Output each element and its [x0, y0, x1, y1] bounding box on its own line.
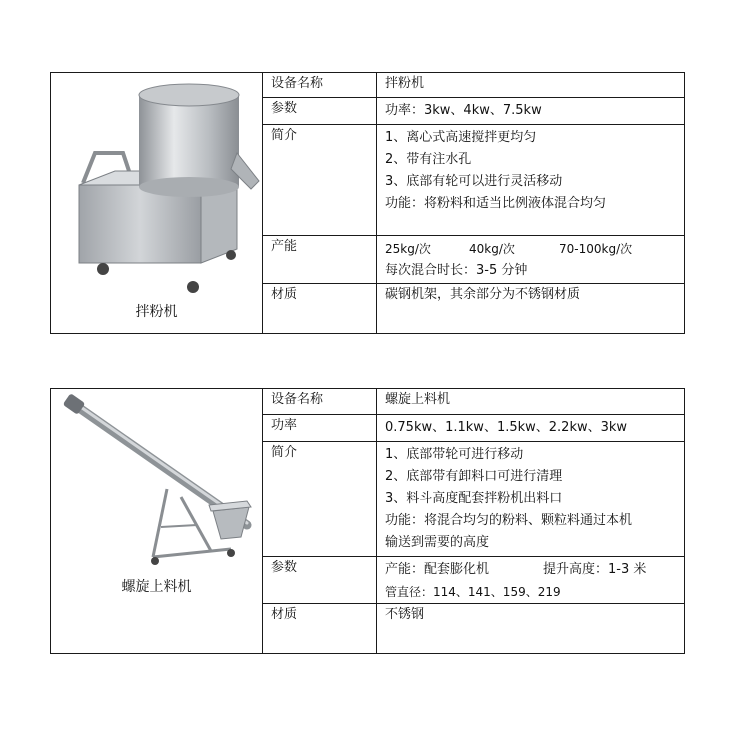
- value-device-name: 螺旋上料机: [377, 389, 685, 415]
- label-power: 功率: [263, 415, 377, 442]
- intro-line: 功能：将混合均匀的粉料、颗粒料通过本机: [385, 513, 633, 528]
- label-device-name: 设备名称: [263, 73, 377, 98]
- value-intro: [377, 125, 685, 236]
- label-params: 参数: [263, 557, 377, 604]
- pipe-diameter-text: 管直径：114、141、159、219: [385, 585, 561, 599]
- capacity-option: 70-100kg/次: [559, 242, 633, 256]
- capacity-option: 25kg/次: [385, 242, 431, 256]
- value-material: 碳钢机架，其余部分为不锈钢材质: [377, 284, 685, 334]
- mixer-image-cell: [51, 73, 263, 334]
- capacity-option: 40kg/次: [469, 242, 515, 256]
- value-intro: [377, 442, 685, 557]
- intro-line: 功能：将粉料和适当比例液体混合均匀: [385, 196, 607, 211]
- label-material: 材质: [263, 604, 377, 654]
- mixer-caption: 拌粉机: [135, 304, 178, 320]
- value-params: [377, 98, 685, 125]
- powder-mixer-image: [51, 73, 263, 298]
- label-material: 材质: [263, 284, 377, 334]
- value-device-name: 拌粉机: [377, 73, 685, 98]
- intro-line: 2、带有注水孔: [385, 152, 472, 167]
- intro-line: 3、底部有轮可以进行灵活移动: [385, 174, 563, 189]
- value-material: 不锈钢: [377, 604, 685, 654]
- params-line: [385, 559, 684, 581]
- power-line: 功率：3kw、4kw、7.5kw: [385, 103, 542, 118]
- intro-line: 1、离心式高速搅拌更均匀: [385, 130, 537, 145]
- feeder-caption: 螺旋上料机: [121, 579, 192, 595]
- label-params: 参数: [263, 98, 377, 125]
- value-capacity: [377, 236, 685, 284]
- capacity-options: [385, 238, 684, 260]
- mixer-spec-table: [50, 72, 685, 334]
- capacity-text: 产能：配套膨化机: [385, 562, 490, 577]
- intro-line: 3、料斗高度配套拌粉机出料口: [385, 491, 563, 506]
- value-power: 0.75kw、1.1kw、1.5kw、2.2kw、3kw: [377, 415, 685, 442]
- intro-line: 1、底部带轮可进行移动: [385, 447, 524, 462]
- screw-feeder-image: [51, 389, 263, 571]
- label-device-name: 设备名称: [263, 389, 377, 415]
- value-params: [377, 557, 685, 604]
- intro-line: 2、底部带有卸料口可进行清理: [385, 469, 563, 484]
- mix-duration: 每次混合时长：3-5 分钟: [385, 263, 528, 278]
- feeder-image-cell: [51, 389, 263, 654]
- label-intro: 简介: [263, 125, 377, 236]
- screw-feeder-spec-table: [50, 388, 685, 654]
- label-intro: 简介: [263, 442, 377, 557]
- label-capacity: 产能: [263, 236, 377, 284]
- lift-height-text: 提升高度：1-3 米: [543, 562, 647, 577]
- intro-line: 输送到需要的高度: [385, 535, 490, 550]
